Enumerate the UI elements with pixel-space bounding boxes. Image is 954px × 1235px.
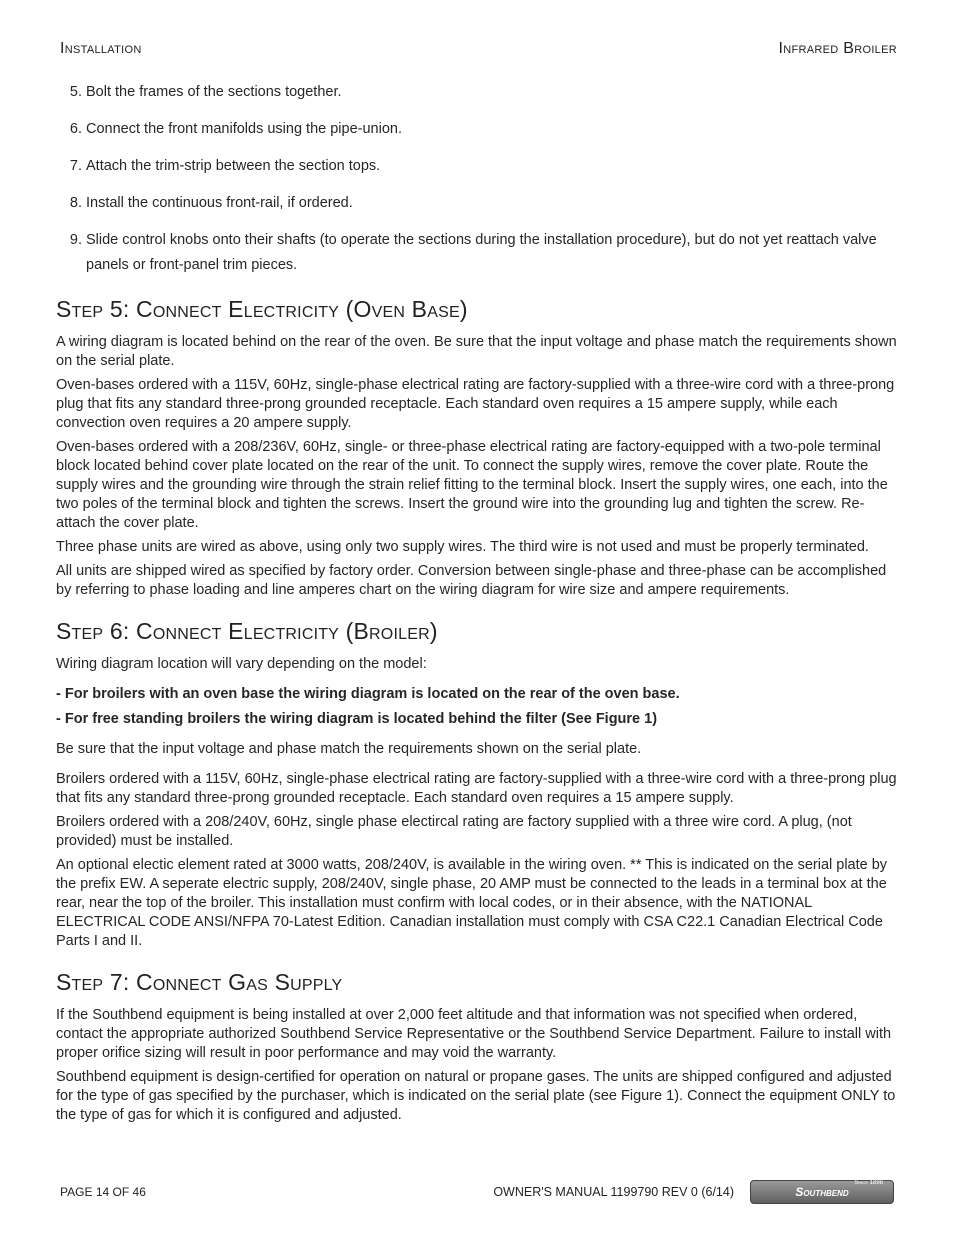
page-total: OF 46 — [112, 1185, 146, 1199]
product-label: Infrared Broiler — [778, 40, 897, 57]
step6-heading: Step 6: Connect Electricity (Broiler) — [56, 618, 438, 644]
southbend-logo — [750, 1180, 894, 1204]
step5-paragraph: All units are shipped wired as specified by factory order. Conversion between single-phase and three-phase can be accomplished by referring to phase loading and line amperes chart on the wiring diagram for wire size and ampere requirements. — [56, 563, 887, 598]
list-item: 5. Bolt the frames of the sections together. — [86, 80, 898, 105]
step5-paragraph: Oven-bases ordered with a 115V, 60Hz, single-phase electrical rating are factory-supplied with a three-wire cord with a three-prong plug that fits any standard three-prong grounded receptacle. Each standard oven requires a 15 ampere supply, while each convection oven requires a 20 ampere supply. — [56, 377, 895, 431]
step5-paragraph: A wiring diagram is located behind on the rear of the oven. Be sure that the input voltage and phase match the requirements shown on the serial plate. — [56, 334, 897, 369]
installation-steps-list — [56, 80, 898, 278]
step6-paragraph: An optional electic element rated at 3000 watts, 208/240V, is available in the wiring oven. ** This is indicated on the serial plate by the prefix EW. A seperate electric supply, 208/240V, single phase, 20 AMP must be connected to the leads in a terminal box at the rear, near the top of the broiler. This installation must confirm with local codes, or in their absence, with the NATIONAL ELECTRICAL CODE ANSI/NFPA 70-Latest Edition. Canadian installation must comply with CSA C22.1 Canadian Electrical Code Parts I and II. — [56, 857, 888, 949]
step6-intro: Wiring diagram location will vary depending on the model: — [56, 656, 427, 672]
manual-id: OWNER'S MANUAL 1199790 REV 0 (6/14) — [493, 1185, 734, 1199]
page-content — [56, 80, 898, 1130]
step7-heading: Step 7: Connect Gas Supply — [56, 969, 343, 995]
list-item: 8. Install the continuous front-rail, if ordered. — [86, 191, 898, 216]
list-item: 7. Attach the trim-strip between the section tops. — [86, 154, 898, 179]
page-footer — [60, 1180, 894, 1204]
step6-paragraph: Broilers ordered with a 208/240V, 60Hz, single phase electircal rating are factory supplied with a three wire cord. A plug, (not provided) must be installed. — [56, 814, 852, 849]
list-item: 6. Connect the front manifolds using the pipe-union. — [86, 117, 898, 142]
step5-heading: Step 5: Connect Electricity (Oven Base) — [56, 296, 468, 322]
list-item: 9. Slide control knobs onto their shafts (to operate the sections during the installation procedure), but do not yet reattach valve panels or front-panel trim pieces. — [86, 228, 898, 278]
footer-right — [493, 1180, 894, 1204]
page-number-value: 14 — [95, 1185, 110, 1199]
page-label: PAGE — [60, 1185, 93, 1199]
step7-paragraph: If the Southbend equipment is being installed at over 2,000 feet altitude and that information was not specified when ordered, contact the appropriate authorized Southbend Service Representative or the Southbend Service Department. Failure to install with proper orifice sizing will result in poor performance and may void the warranty. — [56, 1007, 892, 1061]
running-header — [60, 40, 897, 58]
logo-since: Since 1898 — [854, 1180, 883, 1186]
step5-paragraph: Three phase units are wired as above, using only two supply wires. The third wire is not used and must be properly terminated. — [56, 539, 869, 555]
section-label: Installation — [60, 40, 142, 57]
step7-paragraph: Southbend equipment is design-certified for operation on natural or propane gases. The units are shipped configured and adjusted for the type of gas specified by the purchaser, which is indicated on the serial plate (see Figure 1). Connect the equipment ONLY to the type of gas for which it is configured and adjusted. — [56, 1069, 896, 1123]
step6-paragraph: Broilers ordered with a 115V, 60Hz, single-phase electrical rating are factory-supplied with a three-wire cord with a three-prong plug that fits any standard three-prong grounded receptacle. Each standard oven requires a 15 ampere supply. — [56, 771, 897, 806]
page-number — [60, 1185, 146, 1199]
step5-paragraph: Oven-bases ordered with a 208/236V, 60Hz, single- or three-phase electrical rating are factory-equipped with a two-pole terminal block located behind cover plate located on the rear of the unit. To connect the supply wires, remove the cover plate. Route the supply wires and the grounding wire through the strain relief fitting to the terminal block. Insert the supply wires, one each, into the two poles of the terminal block and tighten the screws. Insert the ground wire into the grounding lug and tighten the screw. Re-attach the cover plate. — [56, 439, 888, 531]
step6-note-free-standing: - For free standing broilers the wiring diagram is located behind the filter (See Figure 1) — [56, 711, 658, 727]
step6-paragraph: Be sure that the input voltage and phase match the requirements shown on the serial plate. — [56, 741, 642, 757]
logo-text: Southbend — [795, 1185, 849, 1199]
step6-note-oven-base: - For broilers with an oven base the wiring diagram is located on the rear of the oven base. — [56, 686, 680, 702]
